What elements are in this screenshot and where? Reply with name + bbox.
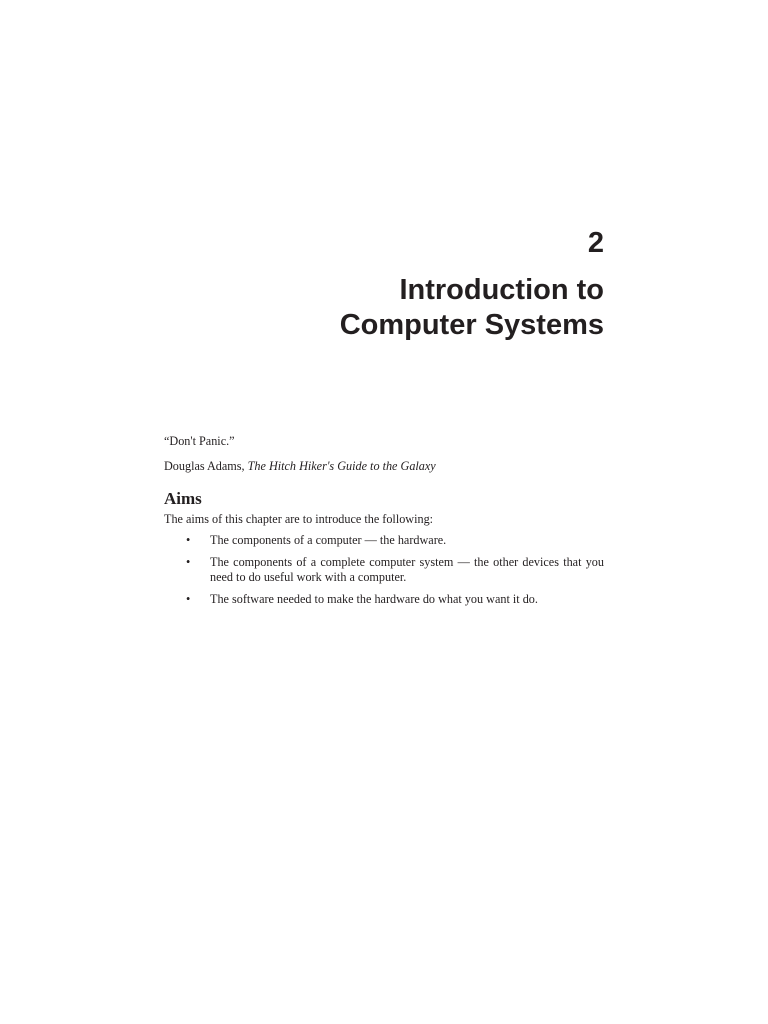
chapter-number: 2 (587, 227, 604, 259)
epigraph-author: Douglas Adams, (164, 459, 248, 473)
bullet-icon: • (186, 592, 191, 606)
chapter-title-line-2: Computer Systems (339, 309, 604, 341)
aims-heading: Aims (164, 489, 202, 508)
aims-list (164, 533, 604, 607)
epigraph-work-title: The Hitch Hiker's Guide to the Galaxy (247, 459, 436, 473)
list-item (164, 533, 604, 548)
chapter-intro (164, 434, 604, 614)
list-item (164, 555, 604, 585)
epigraph-quote: “Don't Panic.” (164, 434, 235, 448)
list-item-text: The software needed to make the hardware do what you want it do. (210, 592, 538, 606)
list-item-text: The components of a complete computer system — the other devices that you need to do useful work with a computer. (210, 555, 604, 584)
epigraph-source (164, 459, 604, 474)
list-item (164, 592, 604, 607)
list-item-text: The components of a computer — the hardware. (210, 533, 447, 547)
aims-intro: The aims of this chapter are to introduce the following: (164, 512, 434, 526)
chapter-title (340, 273, 604, 343)
bullet-icon: • (186, 555, 191, 569)
chapter-heading (340, 226, 604, 343)
bullet-icon: • (186, 533, 191, 547)
chapter-title-line-1: Introduction to (399, 274, 604, 306)
